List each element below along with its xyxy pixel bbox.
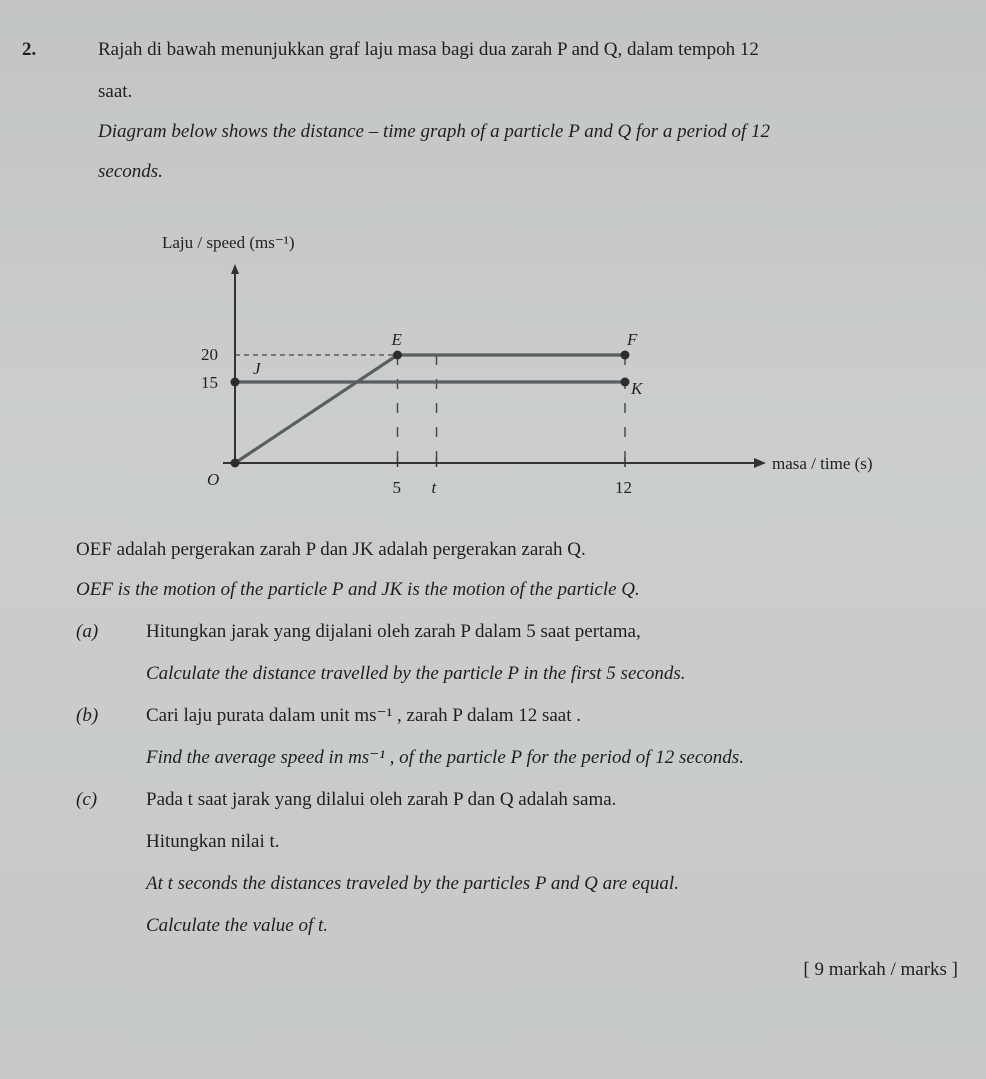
x-tick-label-1: 5 [392, 478, 401, 497]
point-label-k: K [631, 379, 643, 398]
y-axis-arrow-icon [231, 264, 239, 274]
part-a-label: (a) [76, 621, 99, 642]
series-point-oef-1 [393, 351, 402, 360]
description-english: OEF is the motion of the particle P and JK is the motion of the particle Q. [76, 579, 640, 600]
intro-malay-line-1: Rajah di bawah menunjukkan graf laju masa bagi dua zarah P and Q, dalam tempoh 12 [98, 39, 759, 60]
series-point-oef-0 [231, 459, 240, 468]
x-tick-label-2: t [431, 478, 437, 497]
origin-label: O [207, 470, 220, 489]
y-axis-title: Laju / speed (ms⁻¹) [162, 233, 295, 252]
y-tick-label-15: 15 [201, 373, 218, 392]
intro-malay-line-2: saat. [98, 81, 133, 102]
part-c-english-line-2: Calculate the value of t. [146, 915, 329, 936]
x-tick-label-3: 12 [615, 478, 632, 497]
point-label-f: F [627, 330, 638, 349]
intro-english-line-1: Diagram below shows the distance – time graph of a particle P and Q for a period of 12 [98, 121, 771, 142]
part-c-malay-line-2: Hitungkan nilai t. [146, 831, 280, 852]
marks-label: [ 9 markah / marks ] [803, 959, 958, 980]
part-c-label: (c) [76, 789, 98, 810]
part-b-label: (b) [76, 705, 99, 726]
part-a-english: Calculate the distance travelled by the particle P in the first 5 seconds. [146, 663, 686, 684]
series-line-oef [235, 355, 625, 463]
part-a-malay: Hitungkan jarak yang dijalani oleh zarah P dalam 5 saat pertama, [146, 621, 641, 642]
part-b-malay: Cari laju purata dalam unit ms⁻¹ , zarah P dalam 12 saat . [146, 705, 582, 726]
x-axis-title: masa / time (s) [772, 454, 873, 473]
part-c-malay-line-1: Pada t saat jarak yang dilalui oleh zarah P dan Q adalah sama. [146, 789, 617, 810]
speed-time-graph [160, 228, 920, 518]
y-tick-label-20: 20 [201, 345, 218, 364]
part-c-english-line-1: At t seconds the distances traveled by the particles P and Q are equal. [146, 873, 679, 894]
series-point-jk-1 [621, 378, 630, 387]
question-number: 2. [22, 39, 37, 60]
point-label-j: J [253, 359, 261, 378]
description-malay: OEF adalah pergerakan zarah P dan JK adalah pergerakan zarah Q. [76, 539, 586, 560]
part-b-english: Find the average speed in ms⁻¹ , of the particle P for the period of 12 seconds. [146, 747, 744, 768]
intro-english-line-2: seconds. [98, 161, 163, 182]
series-point-jk-0 [231, 378, 240, 387]
x-axis-arrow-icon [754, 458, 766, 468]
series-point-oef-2 [621, 351, 630, 360]
point-label-e: E [391, 330, 402, 349]
speed-time-svg [160, 228, 920, 518]
